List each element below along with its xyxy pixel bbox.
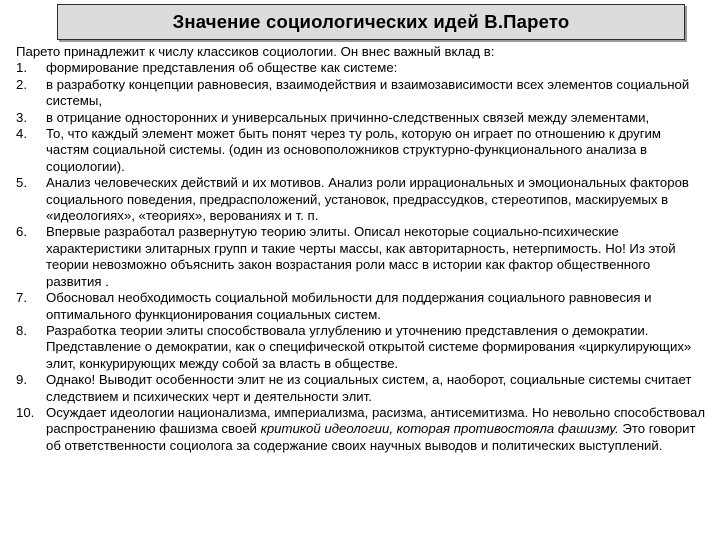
list-item-number: 10.	[16, 404, 35, 420]
list-item-text	[46, 405, 706, 454]
list-item-text: Однако! Выводит особенности элит не из социальных систем, а, наоборот, социальные системы считает следствием и психических черт и деятельности элит.	[46, 372, 692, 404]
list-item-text: То, что каждый элемент может быть понят через ту роль, которую он играет по отношению к другим частям социальной системы. (один из основоположников структурно-функционального анализа в социологии).	[46, 126, 661, 174]
list-item-number: 7.	[16, 290, 27, 306]
list-item	[16, 77, 706, 110]
list-item-number: 6.	[16, 224, 27, 240]
contribution-list	[16, 60, 706, 454]
list-item-number: 2.	[16, 76, 27, 92]
list-item	[16, 60, 706, 76]
list-item	[16, 224, 706, 290]
list-item-text: Анализ человеческих действий и их мотивов. Анализ роли иррациональных и эмоциональных факторов социального поведения, предрасположений, установок, предрассудков, стереотипов, маскируемых в «идеологиях», «теориях», верованиях и т. п.	[46, 175, 689, 224]
list-item-number: 8.	[16, 322, 27, 338]
list-item-text: Обосновал необходимость социальной мобильности для поддержания социального равновесия и оптимального функционирования социальных систем.	[46, 290, 652, 322]
list-item-text-start: Осуждает идеологии национализма, империализма, расизма, антисемитизма. Но невольно способствовал распространению фашизма своей	[46, 404, 706, 437]
intro-text: Парето принадлежит к числу классиков социологии. Он внес важный вклад в:	[16, 44, 495, 59]
list-item	[16, 175, 706, 224]
list-item-number: 1.	[16, 60, 27, 76]
list-item-number: 9.	[16, 372, 27, 388]
list-item-number: 5.	[16, 175, 27, 191]
italic-emphasis: критикой идеологии, которая противостояла фашизму.	[260, 421, 619, 437]
list-item	[16, 290, 706, 323]
list-item-text: формирование представления об обществе как системе:	[46, 60, 398, 76]
list-item-text: в отрицание односторонних и универсальных причинно-следственных связей между элементами,	[46, 109, 650, 125]
list-item	[16, 372, 706, 405]
list-item	[16, 110, 706, 126]
slide-title-box	[57, 4, 685, 40]
list-item-text: в разработку концепции равновесия, взаимодействия и взаимозависимости всех элементов социальной системы,	[46, 76, 690, 109]
list-item-text-end: Это говорит об ответственности социолога за содержание своих научных выводов и политических выступлений.	[46, 421, 696, 453]
list-item-text: Впервые разработал развернутую теорию элиты. Описал некоторые социально-психические характеристики элитарных групп и такие черты массы, как авторитарность, нетерпимость. Но! Из этой теории невозможно объяснить закон возрастания роли масс в истории как фактор общественного развития .	[46, 224, 676, 289]
list-item-number: 3.	[16, 109, 27, 125]
list-item	[16, 126, 706, 175]
slide-content	[16, 44, 706, 454]
list-item-number: 4.	[16, 126, 27, 142]
list-item	[16, 323, 706, 372]
slide-title: Значение социологических идей В.Парето	[172, 11, 570, 32]
list-item	[16, 405, 706, 454]
list-item-text: Разработка теории элиты способствовала углублению и уточнению представления о демократии. Представление о демократии, как о специфической открытой системе формирования «циркулирующих» элит, конкурирующих между собой за власть в обществе.	[46, 322, 692, 371]
